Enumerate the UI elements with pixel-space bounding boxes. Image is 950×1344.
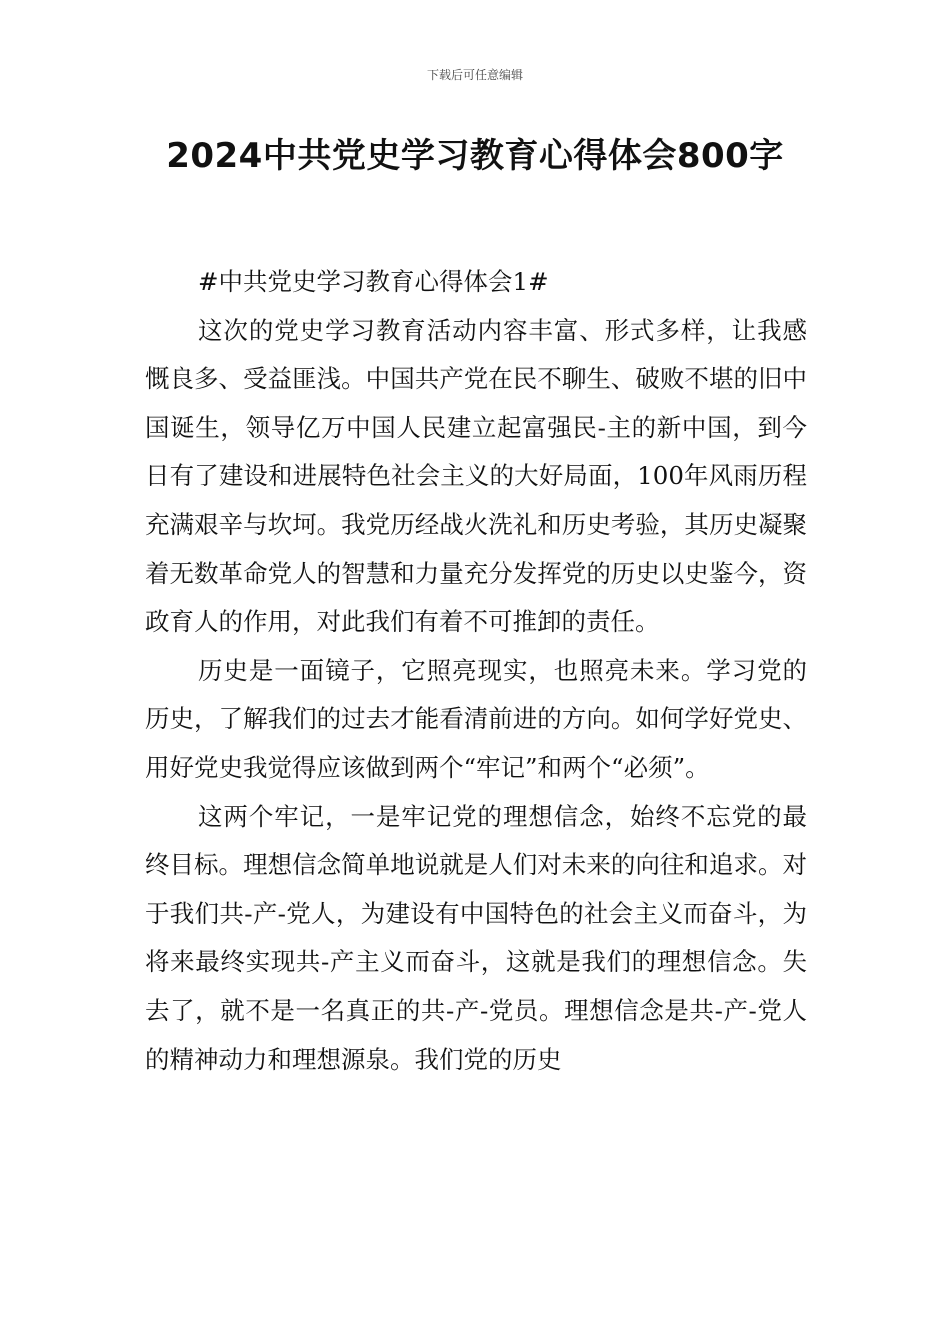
document-body bbox=[145, 258, 807, 1084]
paragraph: 历史是一面镜子，它照亮现实，也照亮未来。学习党的历史，了解我们的过去才能看清前进的方向。如何学好党史、用好党史我觉得应该做到两个“牢记”和两个“必须”。 bbox=[145, 655, 807, 782]
header-note: 下载后可任意编辑 bbox=[426, 68, 523, 82]
paragraph-section-heading: #中共党史学习教育心得体会1# bbox=[198, 267, 549, 296]
paragraph: 这两个牢记，一是牢记党的理想信念，始终不忘党的最终目标。理想信念简单地说就是人们对未来的向往和追求。对于我们共-产-党人，为建设有中国特色的社会主义而奋斗，为将来最终实现共-产主义而奋斗，这就是我们的理想信念。失去了，就不是一名真正的共-产-党员。理想信念是共-产-党人的精神动力和理想源泉。我们党的历史 bbox=[145, 801, 807, 1074]
document-title: 2024中共党史学习教育心得体会800字 bbox=[166, 136, 784, 176]
paragraph: 这次的党史学习教育活动内容丰富、形式多样，让我感慨良多、受益匪浅。中国共产党在民不聊生、破败不堪的旧中国诞生，领导亿万中国人民建立起富强民-主的新中国，到今日有了建设和进展特色社会主义的大好局面，100年风雨历程充满艰辛与坎坷。我党历经战火洗礼和历史考验，其历史凝聚着无数革命党人的智慧和力量充分发挥党的历史以史鉴今，资政育人的作用，对此我们有着不可推卸的责任。 bbox=[145, 315, 807, 637]
